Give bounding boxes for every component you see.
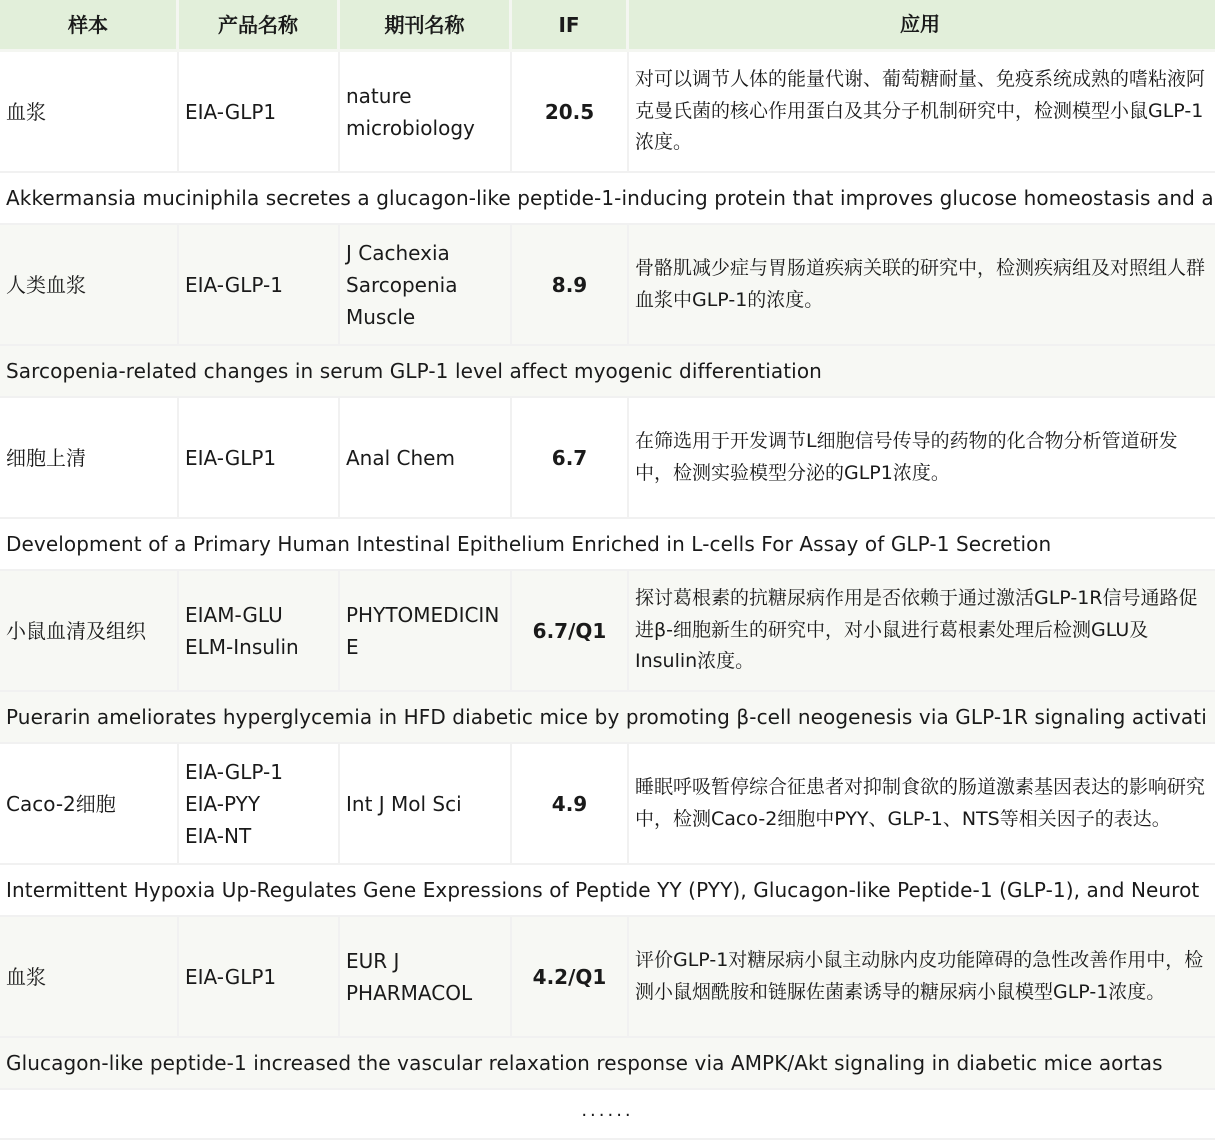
header-product-name: 产品名称 [179,0,340,49]
journal-line: Int J Mol Sci [346,791,462,816]
paper-title-row [0,865,1215,917]
journal-line: microbiology [346,115,475,140]
journal-line: EUR J [346,948,400,973]
paper-title-row [0,173,1215,225]
more-rows-indicator [0,1090,1215,1140]
paper-title: Glucagon-like peptide-1 increased the vascular relaxation response via AMPK/Akt signaling in diabetic mice aortas [6,1051,1163,1075]
product-cell [179,52,340,171]
journal-line: Sarcopenia [346,272,458,297]
product-name: EIA-GLP-1 [185,272,283,297]
paper-title-row [0,1038,1215,1090]
sample-cell: 人类血浆 [0,225,179,344]
product-cell [179,917,340,1036]
journal-line: nature [346,83,412,108]
impact-factor-cell: 4.9 [512,744,629,863]
journal-cell [340,52,512,171]
journal-line: PHARMACOL [346,980,473,1005]
header-sample: 样本 [0,0,179,49]
paper-title: Puerarin ameliorates hyperglycemia in HFD diabetic mice by promoting β-cell neogenesis via GLP-1R signaling activati [6,705,1207,729]
application-cell: 在筛选用于开发调节L细胞信号传导的药物的化合物分析管道研发中，检测实验模型分泌的GLP1浓度。 [635,430,1178,484]
journal-cell [340,744,512,863]
sample-cell: Caco-2细胞 [0,744,179,863]
application-cell: 评价GLP-1对糖尿病小鼠主动脉内皮功能障碍的急性改善作用中，检测小鼠烟酰胺和链脲佐菌素诱导的糖尿病小鼠模型GLP-1浓度。 [635,949,1204,1003]
product-name: EIA-GLP1 [185,445,277,470]
product-cell [179,398,340,517]
sample-cell: 血浆 [0,52,179,171]
product-name: EIA-PYY [185,791,261,816]
product-name: EIA-GLP-1 [185,759,283,784]
impact-factor-cell: 6.7 [512,398,629,517]
paper-title: Intermittent Hypoxia Up-Regulates Gene Expressions of Peptide YY (PYY), Glucagon-like Peptide-1 (GLP-1), and Neurot [6,878,1200,902]
table-header [0,0,1215,52]
paper-title: Sarcopenia-related changes in serum GLP-1 level affect myogenic differentiation [6,359,822,383]
journal-cell [340,917,512,1036]
journal-cell [340,225,512,344]
sample-cell: 小鼠血清及组织 [0,571,179,690]
product-cell [179,571,340,690]
impact-factor-cell: 4.2/Q1 [512,917,629,1036]
journal-cell [340,398,512,517]
sample-cell: 血浆 [0,917,179,1036]
paper-title: Akkermansia muciniphila secretes a glucagon-like peptide-1-inducing protein that improves glucose homeostasis and a [6,186,1214,210]
impact-factor-cell: 20.5 [512,52,629,171]
paper-title-row [0,692,1215,744]
table-row [0,917,1215,1038]
journal-line: J Cachexia [346,240,450,265]
table-row [0,571,1215,692]
paper-title: Development of a Primary Human Intestinal Epithelium Enriched in L-cells For Assay of GLP-1 Secretion [6,532,1052,556]
paper-title-row [0,519,1215,571]
product-name: EIA-NT [185,823,252,848]
product-name: EIAM-GLU [185,602,283,627]
table-row [0,398,1215,519]
paper-title-row [0,346,1215,398]
product-name: ELM-Insulin [185,634,299,659]
journal-line: Muscle [346,304,416,329]
journal-line: Anal Chem [346,445,455,470]
impact-factor-cell: 6.7/Q1 [512,571,629,690]
journal-line: PHYTOMEDICIN [346,602,500,627]
product-name: EIA-GLP1 [185,99,277,124]
product-name: EIA-GLP1 [185,964,277,989]
impact-factor-cell: 8.9 [512,225,629,344]
journal-line: E [346,634,359,659]
product-cell [179,744,340,863]
header-application: 应用 [900,11,940,36]
ellipsis: ...... [581,1100,634,1121]
table-row [0,52,1215,173]
application-cell: 探讨葛根素的抗糖尿病作用是否依赖于通过激活GLP-1R信号通路促进β-细胞新生的研究中，对小鼠进行葛根素处理后检测GLU及Insulin浓度。 [635,587,1198,673]
sample-cell: 细胞上清 [0,398,179,517]
header-impact-factor: IF [512,0,629,49]
journal-cell [340,571,512,690]
application-cell: 睡眠呼吸暂停综合征患者对抑制食欲的肠道激素基因表达的影响研究中，检测Caco-2细胞中PYY、GLP-1、NTS等相关因子的表达。 [635,776,1206,830]
application-cell: 对可以调节人体的能量代谢、葡萄糖耐量、免疫系统成熟的嗜粘液阿克曼氏菌的核心作用蛋白及其分子机制研究中，检测模型小鼠GLP-1浓度。 [635,68,1206,154]
header-journal-name: 期刊名称 [340,0,512,49]
application-cell: 骨骼肌减少症与胃肠道疾病关联的研究中，检测疾病组及对照组人群血浆中GLP-1的浓度。 [635,257,1206,311]
table-row [0,225,1215,346]
product-cell [179,225,340,344]
table-row [0,744,1215,865]
